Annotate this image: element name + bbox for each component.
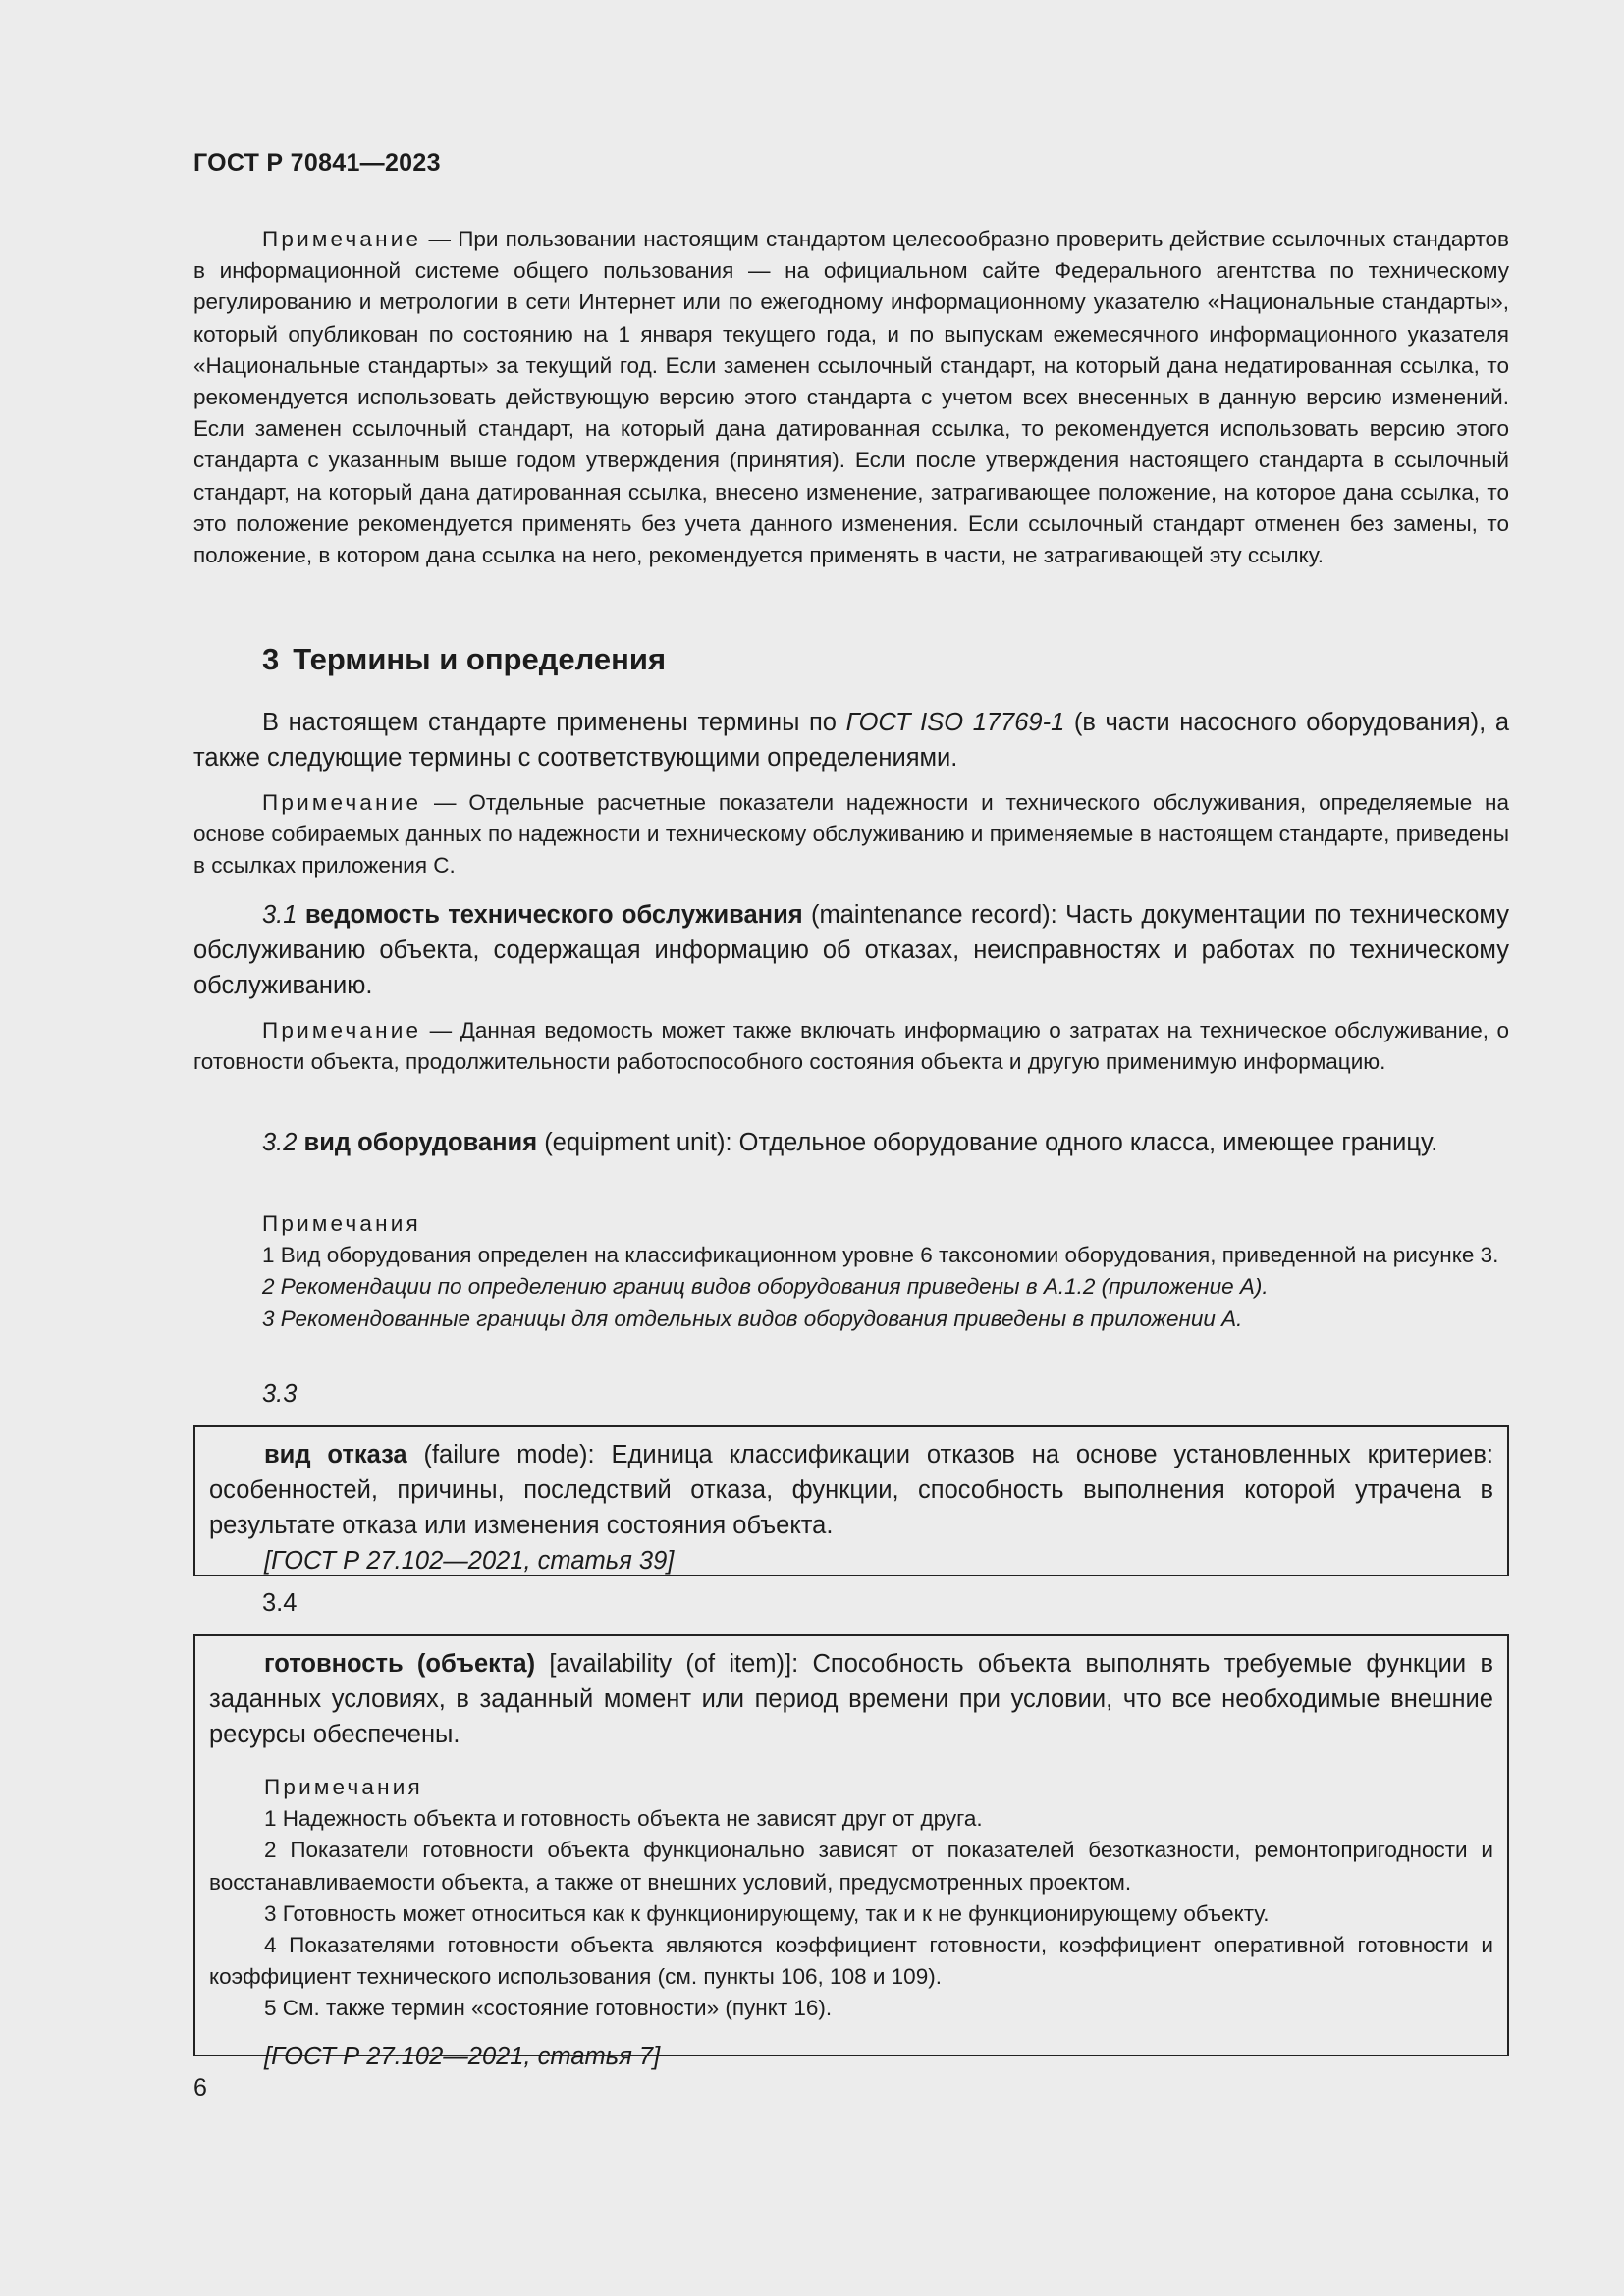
note-item: 2 Показатели готовности объекта функционально зависят от показателей безотказности, ремонтопригодности и восстанавливаемости объекта, а также от внешних условий, предусмотренных проектом. (209, 1838, 1493, 1895)
term-3-4-number: 3.4 (262, 1589, 298, 1617)
section-heading (262, 642, 666, 677)
section-number: 3 (262, 642, 280, 676)
term-3-3-box (193, 1425, 1509, 1576)
term-3-4-notes (209, 1772, 1493, 2025)
page-number: 6 (193, 2074, 207, 2102)
document-id-header: ГОСТ Р 70841—2023 (193, 149, 441, 177)
note-item: 3 Рекомендованные границы для отдельных видов оборудования приведены в приложении А. (262, 1306, 1243, 1331)
term-3-3-number: 3.3 (262, 1380, 298, 1408)
note-item: 1 Надежность объекта и готовность объекта не зависят друг от друга. (264, 1806, 983, 1832)
section-note (193, 787, 1509, 882)
term-3-1-note (193, 1015, 1509, 1078)
term-3-3-definition: вид отказа (failure mode): Единица классификации отказов на основе установленных критериев: особенностей, причины, последствий отказа, функции, способность выполнения которой утрачена в результате отказа или изменения состояния объекта. (209, 1441, 1493, 1539)
intro-note-paragraph (193, 224, 1509, 571)
term-3-2 (193, 1125, 1509, 1160)
term-name: вид оборудования (303, 1129, 538, 1156)
note-item: 5 См. также термин «состояние готовности» (пункт 16). (264, 1996, 833, 2021)
intro-note (193, 224, 1509, 571)
note-item: 3 Готовность может относиться как к функционирующему, так и к не функционирующему объекту. (264, 1900, 1270, 1926)
term-source: [ГОСТ Р 27.102—2021, статья 39] (264, 1547, 675, 1575)
term-source: [ГОСТ Р 27.102—2021, статья 7] (264, 2042, 661, 2070)
note-item: 1 Вид оборудования определен на классификационном уровне 6 таксономии оборудования, приведенной на рисунке 3. (262, 1243, 1499, 1268)
term-number: 3.1 (262, 901, 298, 929)
term-3-2-notes (193, 1208, 1509, 1335)
section-title: Термины и определения (293, 642, 667, 676)
term-name: вид отказа (264, 1441, 407, 1468)
section-note-paragraph: Примечание — Отдельные расчетные показатели надежности и технического обслуживания, определяемые на основе собираемых данных по надежности и техническому обслуживанию и применяемые в настоящем стандарте, приведены в ссылках приложения С. (193, 790, 1509, 879)
note-text: — При пользовании настоящим стандартом целесообразно проверить действие ссылочных стандартов в информационной системе общего пользования — на официальном сайте Федерального агентства по техническому регулированию и метрологии в сети Интернет или по ежегодному информационному указателю «Национальные стандарты», который опубликован по состоянию на 1 января текущего года, и по выпускам ежемесячного информационного указателя «Национальные стандарты» за текущий год. Если заменен ссылочный стандарт, на который дана недатированная ссылка, то рекомендуется использовать действующую версию этого стандарта с учетом всех внесенных в данную версию изменений. Если заменен ссылочный стандарт, на который дана датированная ссылка, то рекомендуется использовать версию этого стандарта с указанным выше годом утверждения (принятия). Если после утверждения настоящего стандарта в ссылочный стандарт, на который дана датированная ссылка, внесено изменение, затрагивающее положение, на которое дана ссылка, то это положение рекомендуется применять без учета данного изменения. Если ссылочный стандарт отменен без замены, то положение, в котором дана ссылка на него, рекомендуется применять в части, не затрагивающей эту ссылку. (193, 227, 1509, 568)
term-name: готовность (объекта) (264, 1650, 536, 1678)
note-item: 2 Рекомендации по определению границ видов оборудования приведены в А.1.2 (приложение А). (262, 1274, 1269, 1300)
notes-label: Примечания (264, 1775, 423, 1799)
term-3-1-definition: 3.1 ведомость технического обслуживания (maintenance record): Часть документации по техническому обслуживанию объекта, содержащая информацию об отказах, неисправностях и работах по техническому обслуживанию. (193, 901, 1509, 999)
note-item: 4 Показателями готовности объекта являются коэффициент готовности, коэффициент оперативной готовности и коэффициент технического использования (см. пункты 106, 108 и 109). (209, 1933, 1493, 1990)
term-name: ведомость технического обслуживания (304, 901, 803, 929)
term-3-1 (193, 897, 1509, 1003)
notes-label: Примечания (262, 1211, 421, 1236)
term-3-4-definition: готовность (объекта) [availability (of item)]: Способность объекта выполнять требуемые функции в заданных условиях, в заданный момент или период времени при условии, что все необходимые внешние ресурсы обеспечены. (209, 1650, 1493, 1748)
term-number: 3.2 (262, 1129, 298, 1156)
reference-link: ГОСТ ISO 17769-1 (845, 709, 1065, 736)
term-3-4-box (193, 1634, 1509, 2070)
term-3-2-definition: 3.2 вид оборудования (equipment unit): Отдельное оборудование одного класса, имеющее границу. (262, 1129, 1438, 1156)
section-intro (193, 705, 1509, 775)
term-3-1-note-paragraph: Примечание — Данная ведомость может также включать информацию о затратах на техническое обслуживание, о готовности объекта, продолжительности работоспособного состояния объекта и другую применимую информацию. (193, 1018, 1509, 1075)
note-label: Примечание (262, 227, 422, 251)
section-intro-paragraph: В настоящем стандарте применены термины по ГОСТ ISO 17769-1 (в части насосного оборудования), а также следующие термины с соответствующими определениями. (193, 709, 1509, 772)
